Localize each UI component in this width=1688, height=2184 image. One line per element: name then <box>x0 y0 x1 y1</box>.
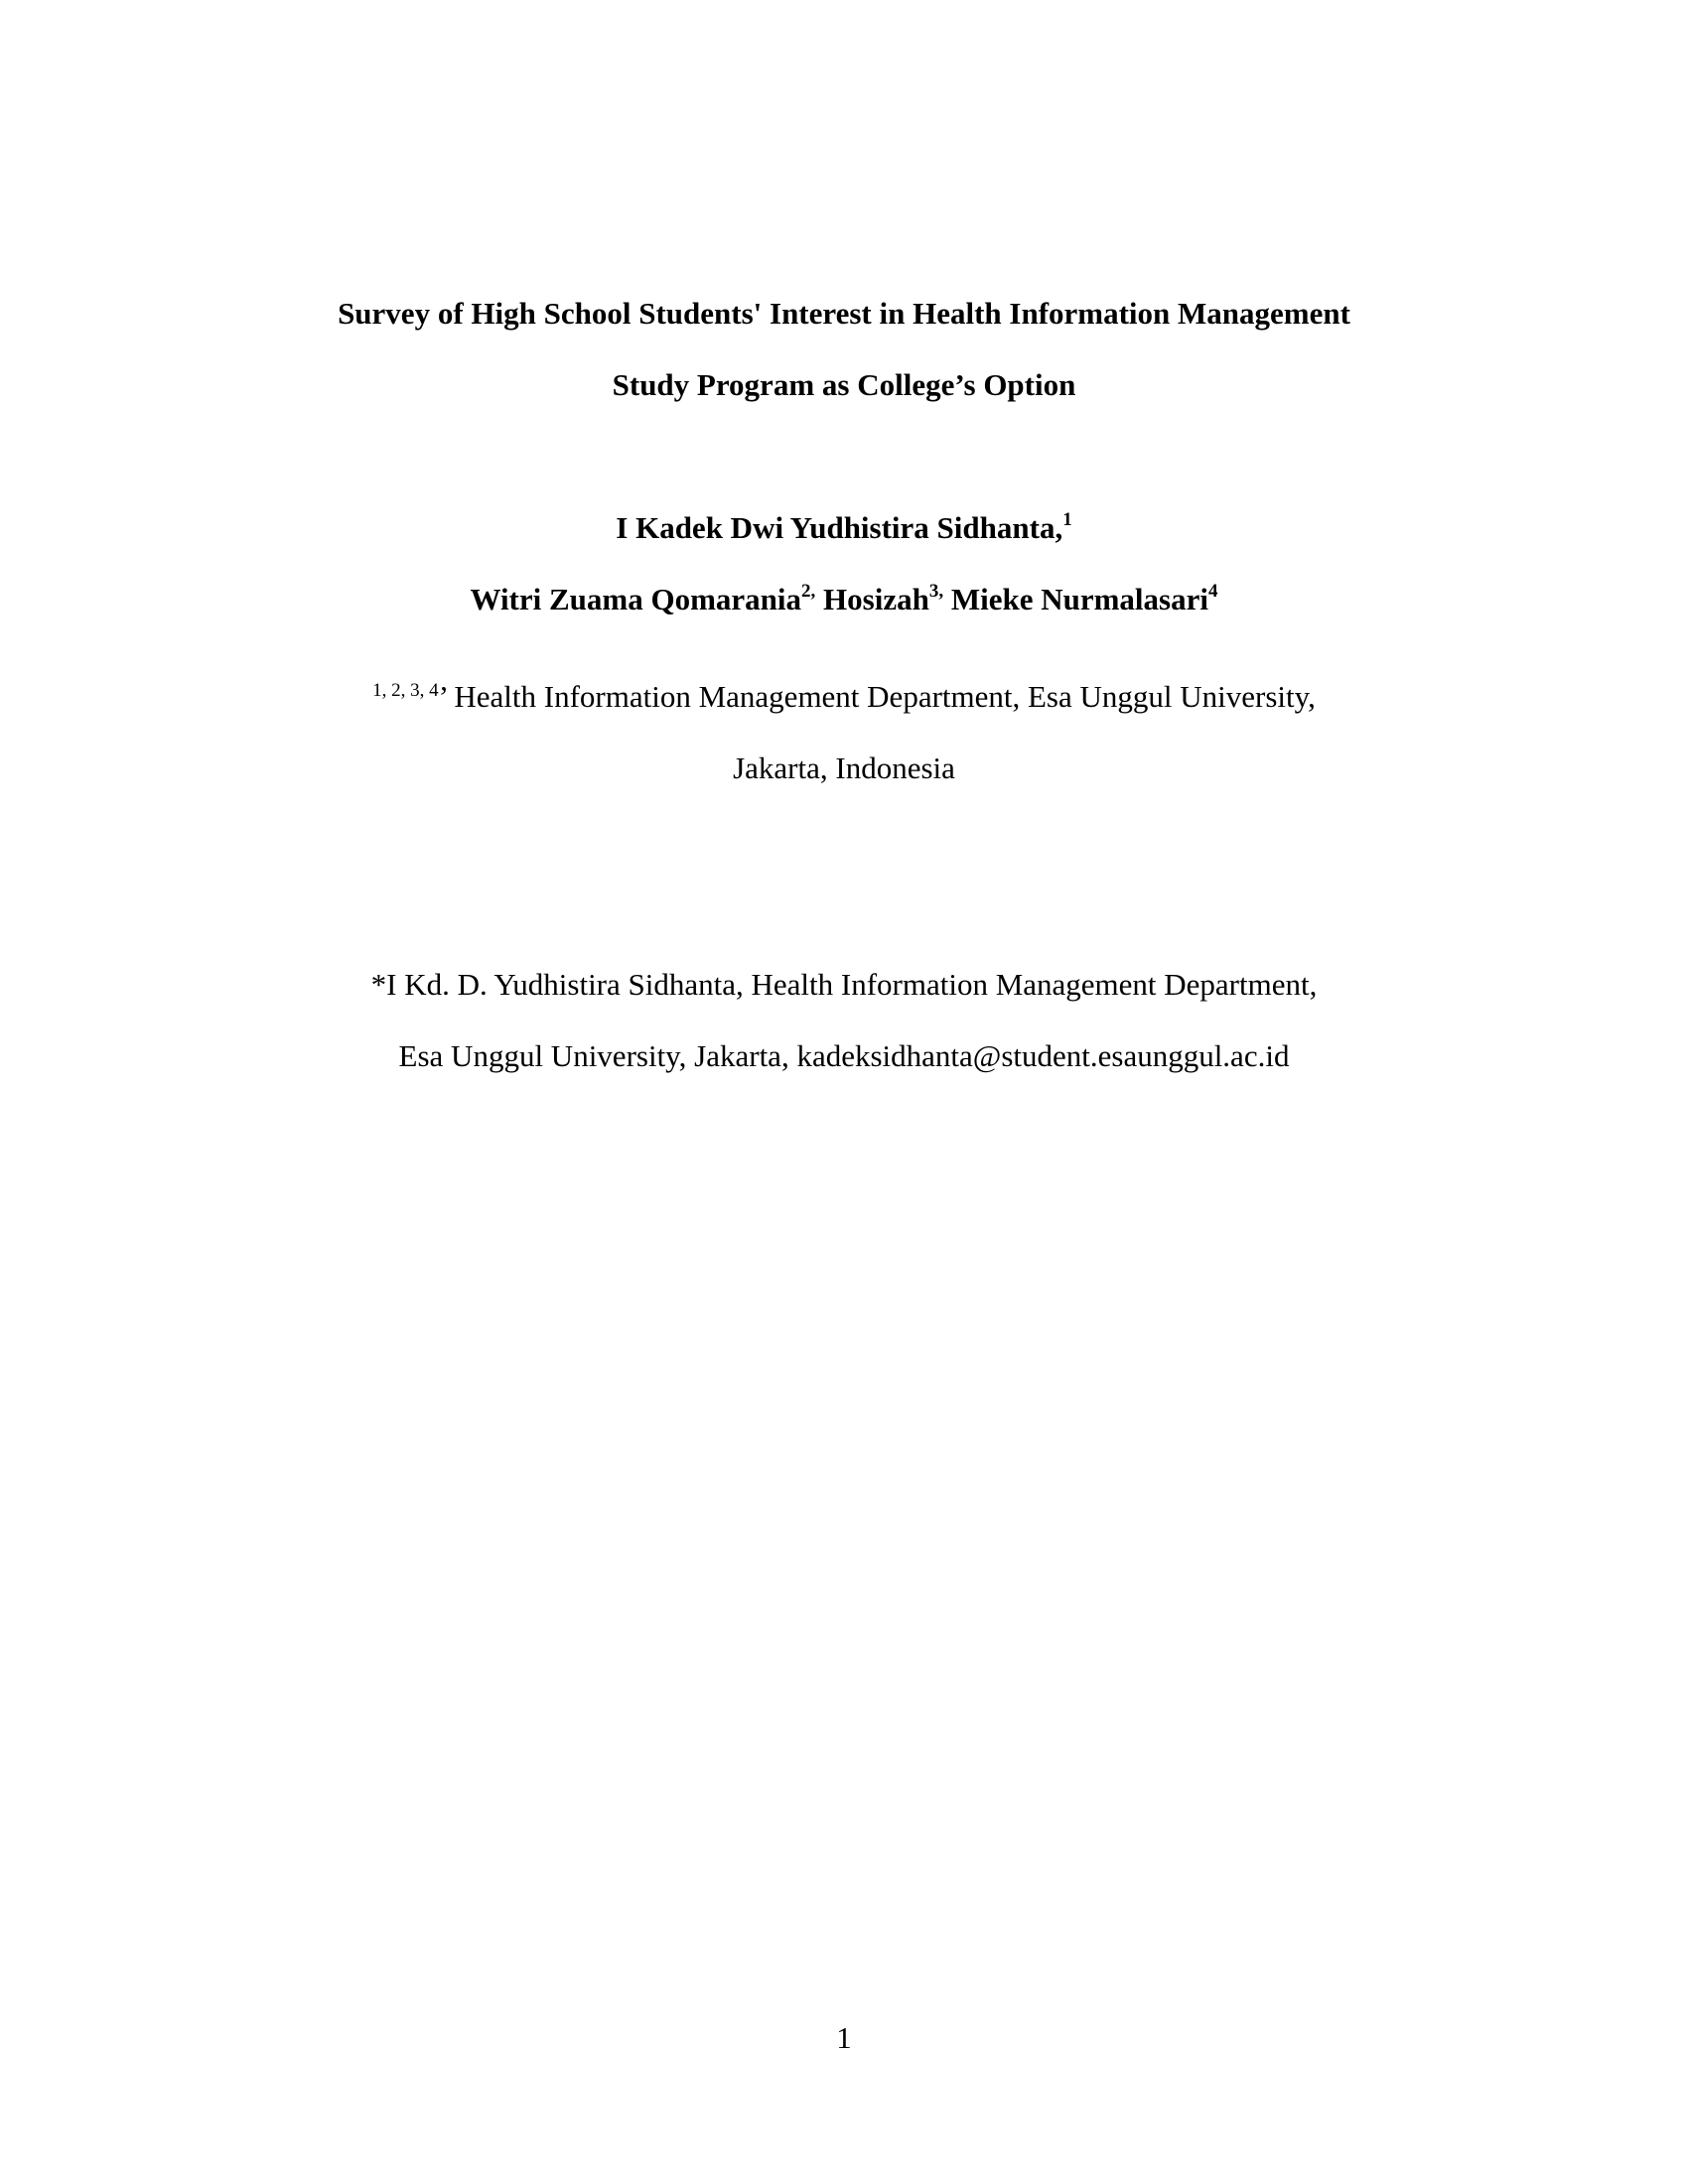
correspondence-line-2: Esa Unggul University, Jakarta, kadeksidhanta@student.esaunggul.ac.id <box>398 1038 1290 1073</box>
author-affil-mark-1: 1 <box>1062 509 1072 530</box>
affiliation-text-1: ’ Health Information Management Department, Esa Unggul University, <box>438 679 1316 714</box>
author-name-2: Witri Zuama Qomarania <box>470 582 802 616</box>
author-affil-mark-2: 2, <box>801 581 816 602</box>
author-line-1 <box>0 509 1688 545</box>
affiliation-line-1 <box>0 681 1688 712</box>
paper-title-line-1: Survey of High School Students' Interest in Health Information Management <box>338 296 1350 331</box>
paper-title-line-2: Study Program as College’s Option <box>612 367 1076 402</box>
author-affil-mark-4: 4 <box>1207 581 1218 602</box>
author-name-3: Hosizah <box>815 582 929 616</box>
author-line-2 <box>0 581 1688 616</box>
affiliation-line-2: Jakarta, Indonesia <box>733 751 955 785</box>
author-name-4: Mieke Nurmalasari <box>943 582 1208 616</box>
affiliation-marks: 1, 2, 3, 4 <box>372 680 439 701</box>
author-name-1: I Kadek Dwi Yudhistira Sidhanta, <box>616 510 1063 545</box>
page-number: 1 <box>836 2020 852 2055</box>
correspondence-line-1: *I Kd. D. Yudhistira Sidhanta, Health Information Management Department, <box>370 967 1318 1002</box>
author-affil-mark-3: 3, <box>928 581 944 602</box>
